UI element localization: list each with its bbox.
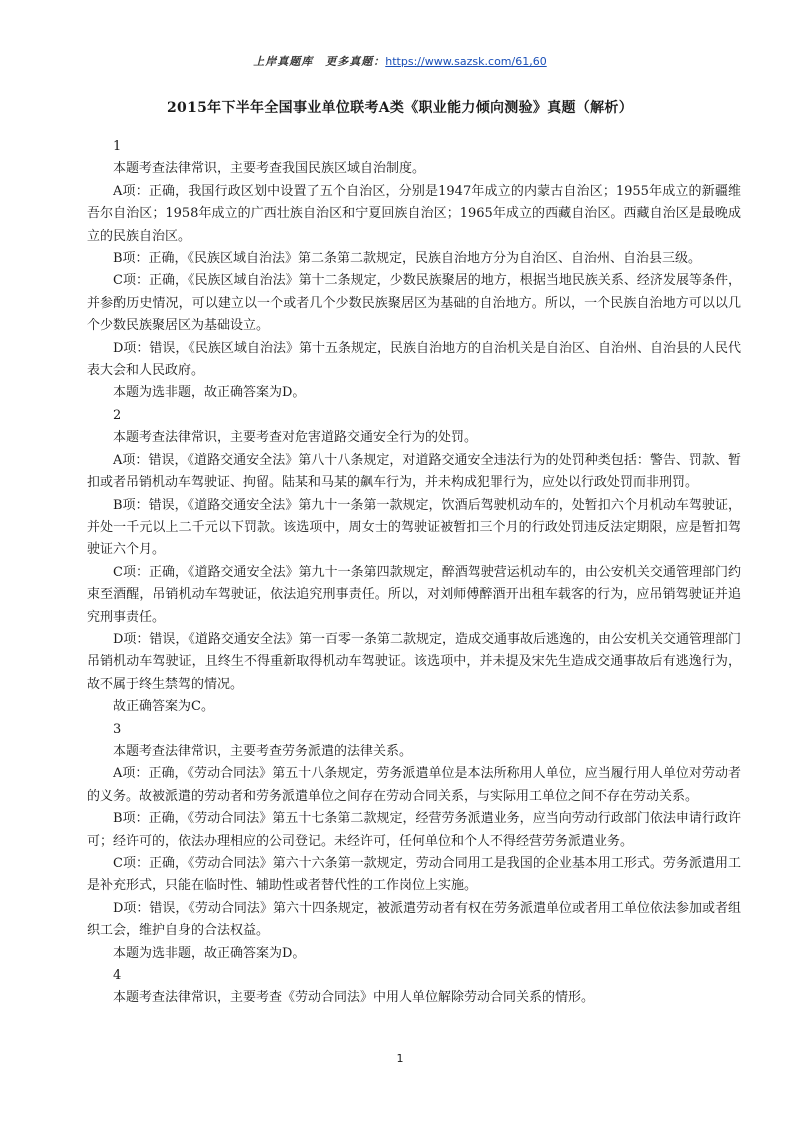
question-number: 4	[113, 968, 122, 984]
paragraph: 本题为选非题，故正确答案为D。	[113, 945, 306, 961]
site-link[interactable]: https://www.sazsk.com/61,60	[385, 55, 547, 68]
more-label: 更多真题：	[325, 55, 386, 68]
paragraph: B项：正确，《劳动合同法》第五十七条第二款规定，经营劳务派遣业务，应当向劳动行政部门依法申请行政许可；经许可的，依法办理相应的公司登记。未经许可，任何单位和个人不得经营劳务派遣业务。	[87, 811, 741, 849]
paragraph: 本题考查法律常识，主要考查劳务派遣的法律关系。	[113, 743, 413, 759]
paragraph: 本题考查法律常识，主要考查《劳动合同法》中用人单位解除劳动合同关系的情形。	[113, 990, 595, 1006]
page-header	[0, 53, 800, 69]
paragraph: 本题考查法律常识，主要考查对危害道路交通安全行为的处罚。	[113, 430, 478, 446]
paragraph: 本题考查法律常识，主要考查我国民族区域自治制度。	[113, 161, 426, 177]
paragraph: A项：错误，《道路交通安全法》第八十八条规定，对道路交通安全违法行为的处罚种类包括：警告、罚款、暂扣或者吊销机动车驾驶证、拘留。陆某和马某的飙车行为，并未构成犯罪行为，应处以行政处罚而非刑罚。	[87, 452, 741, 491]
question-number: 1	[113, 139, 122, 154]
paragraph: 本题为选非题，故正确答案为D。	[113, 385, 306, 401]
paragraph: A项：正确，《劳动合同法》第五十八条规定，劳务派遣单位是本法所称用人单位，应当履行用人单位对劳动者的义务。故被派遣的劳动者和劳务派遣单位之间存在劳动合同关系，与实际用工单位之间不存在劳动关系。	[87, 766, 741, 804]
paragraph: C项：正确，《民族区域自治法》第十二条规定，少数民族聚居的地方，根据当地民族关系、经济发展等条件，并参酌历史情况，可以建立以一个或者几个少数民族聚居区为基础的自治地方。所以，一个民族自治地方可以以几个少数民族聚居区为基础设立。	[87, 273, 741, 334]
paragraph: D项：错误，《劳动合同法》第六十四条规定，被派遣劳动者有权在劳务派遣单位或者用工单位依法参加或者组织工会，维护自身的合法权益。	[87, 900, 741, 939]
paragraph: D项：错误，《民族区域自治法》第十五条规定，民族自治地方的自治机关是自治区、自治州、自治县的人民代表大会和人民政府。	[87, 340, 741, 379]
question-number: 2	[113, 407, 122, 423]
paragraph: A项：正确，我国行政区划中设置了五个自治区，分别是1947年成立的内蒙古自治区；1955年成立的新疆维吾尔自治区；1958年成立的广西壮族自治区和宁夏回族自治区；1965年成立的西藏自治区。西藏自治区是最晚成立的民族自治区。	[87, 183, 741, 244]
paragraph: C项：正确，《劳动合同法》第六十六条第一款规定，劳动合同用工是我国的企业基本用工形式。劳务派遣用工是补充形式，只能在临时性、辅助性或者替代性的工作岗位上实施。	[87, 856, 741, 894]
paragraph: C项：正确，《道路交通安全法》第九十一条第四款规定，醉酒驾驶营运机动车的，由公安机关交通管理部门约束至酒醒，吊销机动车驾驶证，依法追究刑事责任。所以，对刘师傅醉酒开出租车载客的行为，应吊销驾驶证并追究刑事责任。	[87, 564, 741, 625]
page-number: 1	[396, 1052, 404, 1065]
site-name: 上岸真题库	[253, 55, 314, 68]
document-body	[87, 136, 741, 1010]
paragraph: 故正确答案为C。	[113, 699, 214, 715]
paragraph: B项：正确，《民族区域自治法》第二条第二款规定，民族自治地方分为自治区、自治州、自治县三级。	[113, 251, 702, 267]
paragraph: D项：错误，《道路交通安全法》第一百零一条第二款规定，造成交通事故后逃逸的，由公安机关交通管理部门吊销机动车驾驶证，且终生不得重新取得机动车驾驶证。该选项中，并未提及宋先生造成交通事故后有逃逸行为，故不属于终生禁驾的情况。	[87, 631, 741, 692]
document-title: 2015年下半年全国事业单位联考A类《职业能力倾向测验》真题（解析）	[166, 100, 634, 116]
question-number: 3	[113, 721, 122, 737]
paragraph: B项：错误，《道路交通安全法》第九十一条第一款规定，饮酒后驾驶机动车的，处暂扣六个月机动车驾驶证，并处一千元以上二千元以下罚款。该选项中，周女士的驾驶证被暂扣三个月的行政处罚违反法定期限，应是暂扣驾驶证六个月。	[87, 497, 741, 558]
